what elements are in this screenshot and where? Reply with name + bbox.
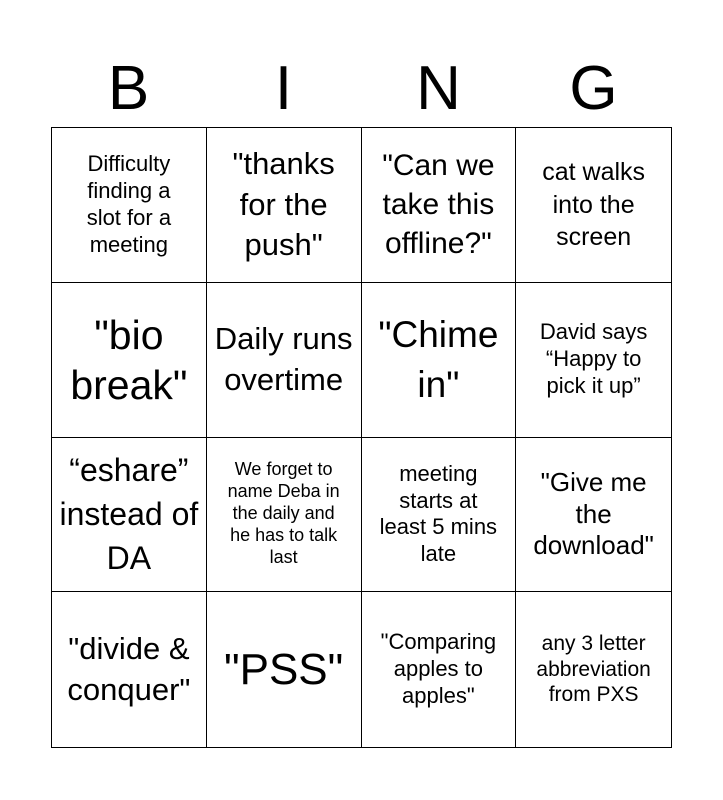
bingo-cell-r3c2[interactable] [207,438,362,593]
header-letter-n: N [416,54,461,123]
bingo-header [51,50,671,128]
bingo-cell-text: Daily runs overtime [214,321,353,397]
bingo-cell-r2c1[interactable] [52,283,207,438]
bingo-cell-r4c2[interactable] [207,592,362,747]
bingo-cell-text: "Can we take this offline?" [382,149,495,261]
bingo-cell-text: "PSS" [223,644,344,694]
bingo-cell-text: We forget to name Deba in the daily and he has to talk last [227,459,340,568]
bingo-cell-r1c2[interactable] [207,128,362,283]
bingo-cell-text: "thanks for the push" [232,146,335,263]
bingo-cell-text: "Give me the download" [533,466,654,561]
bingo-cell-r4c3[interactable] [362,592,517,747]
bingo-cell-text: meeting starts at least 5 mins late [379,460,498,567]
bingo-board [51,127,672,748]
bingo-cell-text: "divide & conquer" [67,631,191,707]
bingo-cell-r4c4[interactable] [516,592,671,747]
bingo-cell-r1c1[interactable] [52,128,207,283]
bingo-cell-r2c2[interactable] [207,283,362,438]
bingo-cell-text: "Comparing apples to apples" [380,629,497,709]
bingo-cell-text: cat walks into the screen [542,158,646,252]
bingo-cell-r2c4[interactable] [516,283,671,438]
bingo-cell-r3c3[interactable] [362,438,517,593]
bingo-cell-r2c3[interactable] [362,283,517,438]
bingo-cell-r3c1[interactable] [52,438,207,593]
header-letter-b: B [107,54,150,123]
bingo-cell-r1c3[interactable] [362,128,517,283]
bingo-cell-text: "bio break" [70,311,188,408]
bingo-cell-r3c4[interactable] [516,438,671,593]
bingo-cell-text: any 3 letter abbreviation from PXS [536,632,651,707]
bingo-cell-text: “eshare” instead of DA [59,452,199,577]
bingo-cell-text: Difficulty finding a slot for a meeting [86,151,172,257]
header-letter-g: G [569,54,618,123]
header-letter-i: I [274,54,293,123]
bingo-cell-text: "Chime in" [378,313,499,405]
bingo-cell-text: David says “Happy to pick it up” [539,319,648,399]
bingo-cell-r1c4[interactable] [516,128,671,283]
bingo-cell-r4c1[interactable] [52,592,207,747]
